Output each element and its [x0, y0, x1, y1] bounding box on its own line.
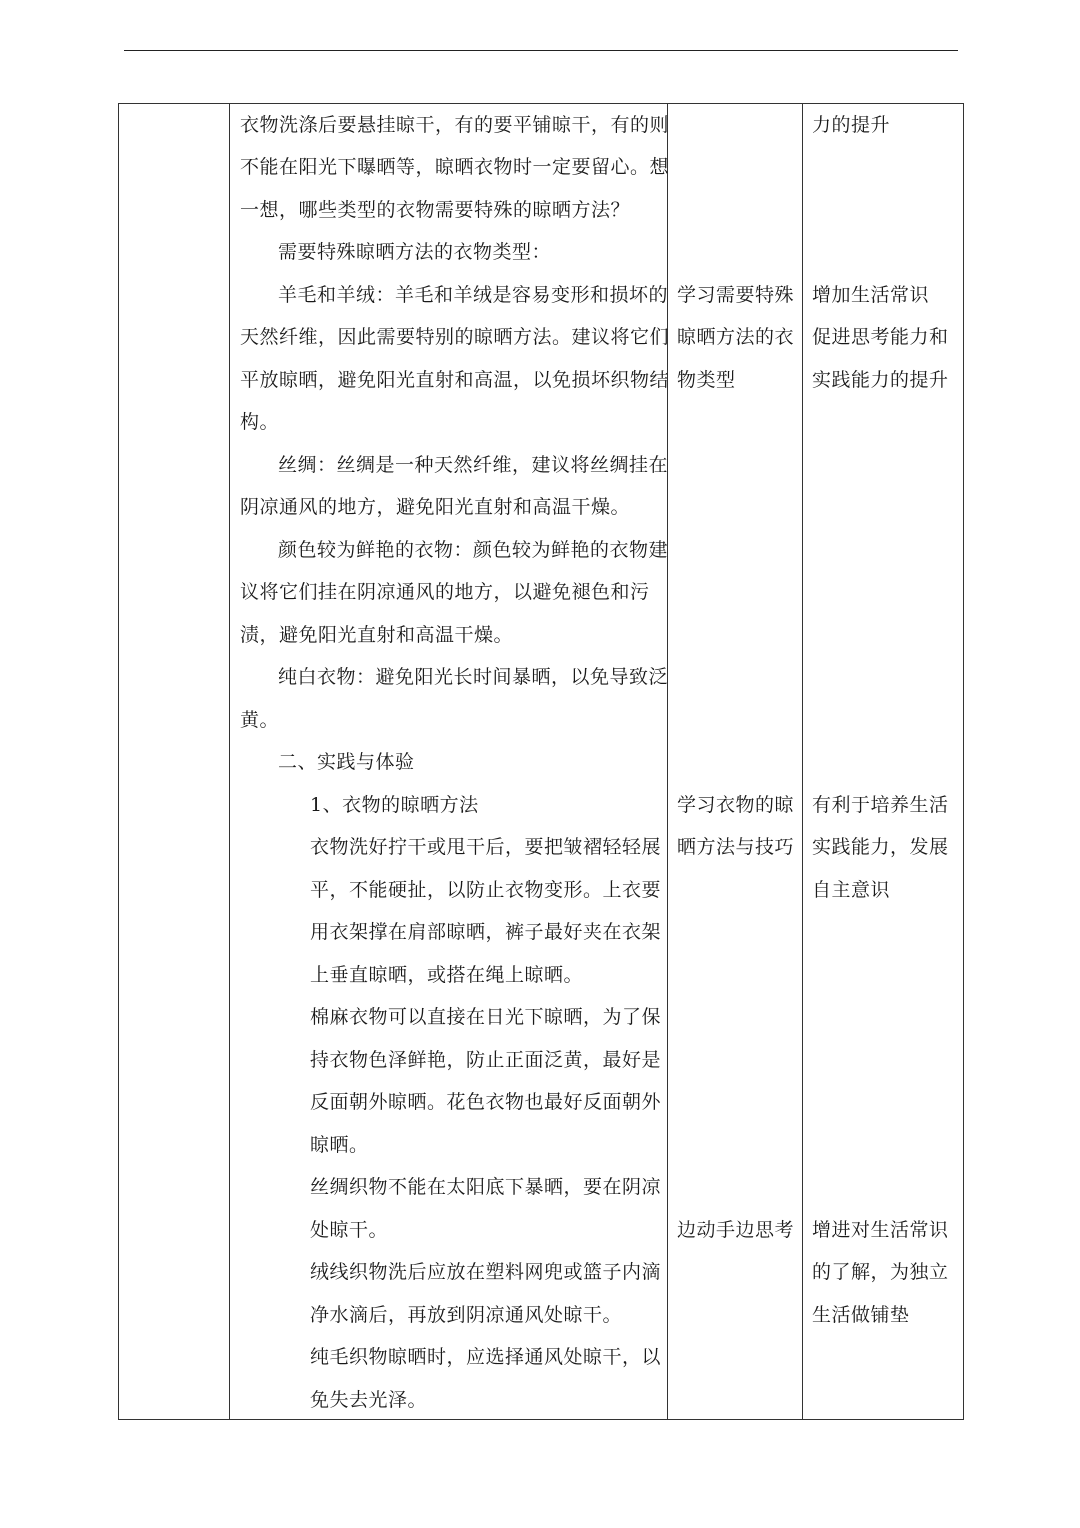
- content-line: 晾晒。: [310, 1134, 369, 1156]
- intent-line: 生活做铺垫: [812, 1304, 910, 1326]
- content-line: 丝绸：丝绸是一种天然纤维，建议将丝绸挂在: [278, 454, 669, 476]
- content-line: 衣物洗涤后要悬挂晾干，有的要平铺晾干，有的则: [240, 114, 670, 136]
- content-line: 持衣物色泽鲜艳，防止正面泛黄，最好是: [310, 1049, 662, 1071]
- content-line: 颜色较为鲜艳的衣物：颜色较为鲜艳的衣物建: [278, 539, 669, 561]
- intent-line: 实践能力的提升: [812, 369, 949, 391]
- intent-line: 有利于培养生活: [812, 794, 949, 816]
- content-line: 棉麻衣物可以直接在日光下晾晒，为了保: [310, 1006, 662, 1028]
- content-line: 处晾干。: [310, 1219, 389, 1241]
- content-line: 衣物洗好拧干或甩干后，要把皱褶轻轻展: [310, 836, 662, 858]
- content-line: 纯白衣物：避免阳光长时间暴晒，以免导致泛: [278, 666, 669, 688]
- activity-line: 学习衣物的晾: [677, 794, 795, 816]
- content-line: 羊毛和羊绒：羊毛和羊绒是容易变形和损坏的: [278, 284, 669, 306]
- intent-line: 的了解，为独立: [812, 1261, 949, 1283]
- intent-line: 自主意识: [812, 879, 891, 901]
- content-line: 阴凉通风的地方，避免阳光直射和高温干燥。: [240, 496, 631, 518]
- content-line: 构。: [240, 411, 280, 433]
- content-line: 净水滴后，再放到阴凉通风处晾干。: [310, 1304, 623, 1326]
- content-line: 平，不能硬扯，以防止衣物变形。上衣要: [310, 879, 662, 901]
- activity-line: 边动手边思考: [677, 1219, 795, 1241]
- intent-line: 力的提升: [812, 114, 891, 136]
- intent-line: 增加生活常识: [812, 284, 930, 306]
- activity-line: 学习需要特殊: [677, 284, 795, 306]
- page-header-rule: [124, 50, 958, 51]
- content-line: 免失去光泽。: [310, 1389, 428, 1411]
- intent-line: 促进思考能力和: [812, 326, 949, 348]
- table-column-divider: [802, 104, 803, 1419]
- content-line: 渍，避免阳光直射和高温干燥。: [240, 624, 514, 646]
- content-line: 需要特殊晾晒方法的衣物类型：: [278, 241, 552, 263]
- intent-line: 实践能力，发展: [812, 836, 949, 858]
- subsection-heading: 1、衣物的晾晒方法: [310, 794, 479, 816]
- content-line: 绒线织物洗后应放在塑料网兜或篮子内滴: [310, 1261, 662, 1283]
- table-column-divider: [229, 104, 230, 1419]
- content-line: 用衣架撑在肩部晾晒，裤子最好夹在衣架: [310, 921, 662, 943]
- content-line: 平放晾晒，避免阳光直射和高温，以免损坏织物结: [240, 369, 670, 391]
- content-line: 议将它们挂在阴凉通风的地方，以避免褪色和污: [240, 581, 650, 603]
- activity-line: 物类型: [677, 369, 736, 391]
- content-line: 丝绸织物不能在太阳底下暴晒，要在阴凉: [310, 1176, 662, 1198]
- content-line: 黄。: [240, 709, 280, 731]
- content-line: 上垂直晾晒，或搭在绳上晾晒。: [310, 964, 584, 986]
- content-line: 反面朝外晾晒。花色衣物也最好反面朝外: [310, 1091, 662, 1113]
- intent-line: 增进对生活常识: [812, 1219, 949, 1241]
- section-heading: 二、实践与体验: [278, 751, 415, 773]
- activity-line: 晾晒方法的衣: [677, 326, 795, 348]
- content-line: 天然纤维，因此需要特别的晾晒方法。建议将它们: [240, 326, 670, 348]
- content-line: 纯毛织物晾晒时，应选择通风处晾干，以: [310, 1346, 662, 1368]
- activity-line: 晒方法与技巧: [677, 836, 795, 858]
- content-line: 不能在阳光下曝晒等，晾晒衣物时一定要留心。想: [240, 156, 670, 178]
- content-line: 一想，哪些类型的衣物需要特殊的晾晒方法？: [240, 199, 631, 221]
